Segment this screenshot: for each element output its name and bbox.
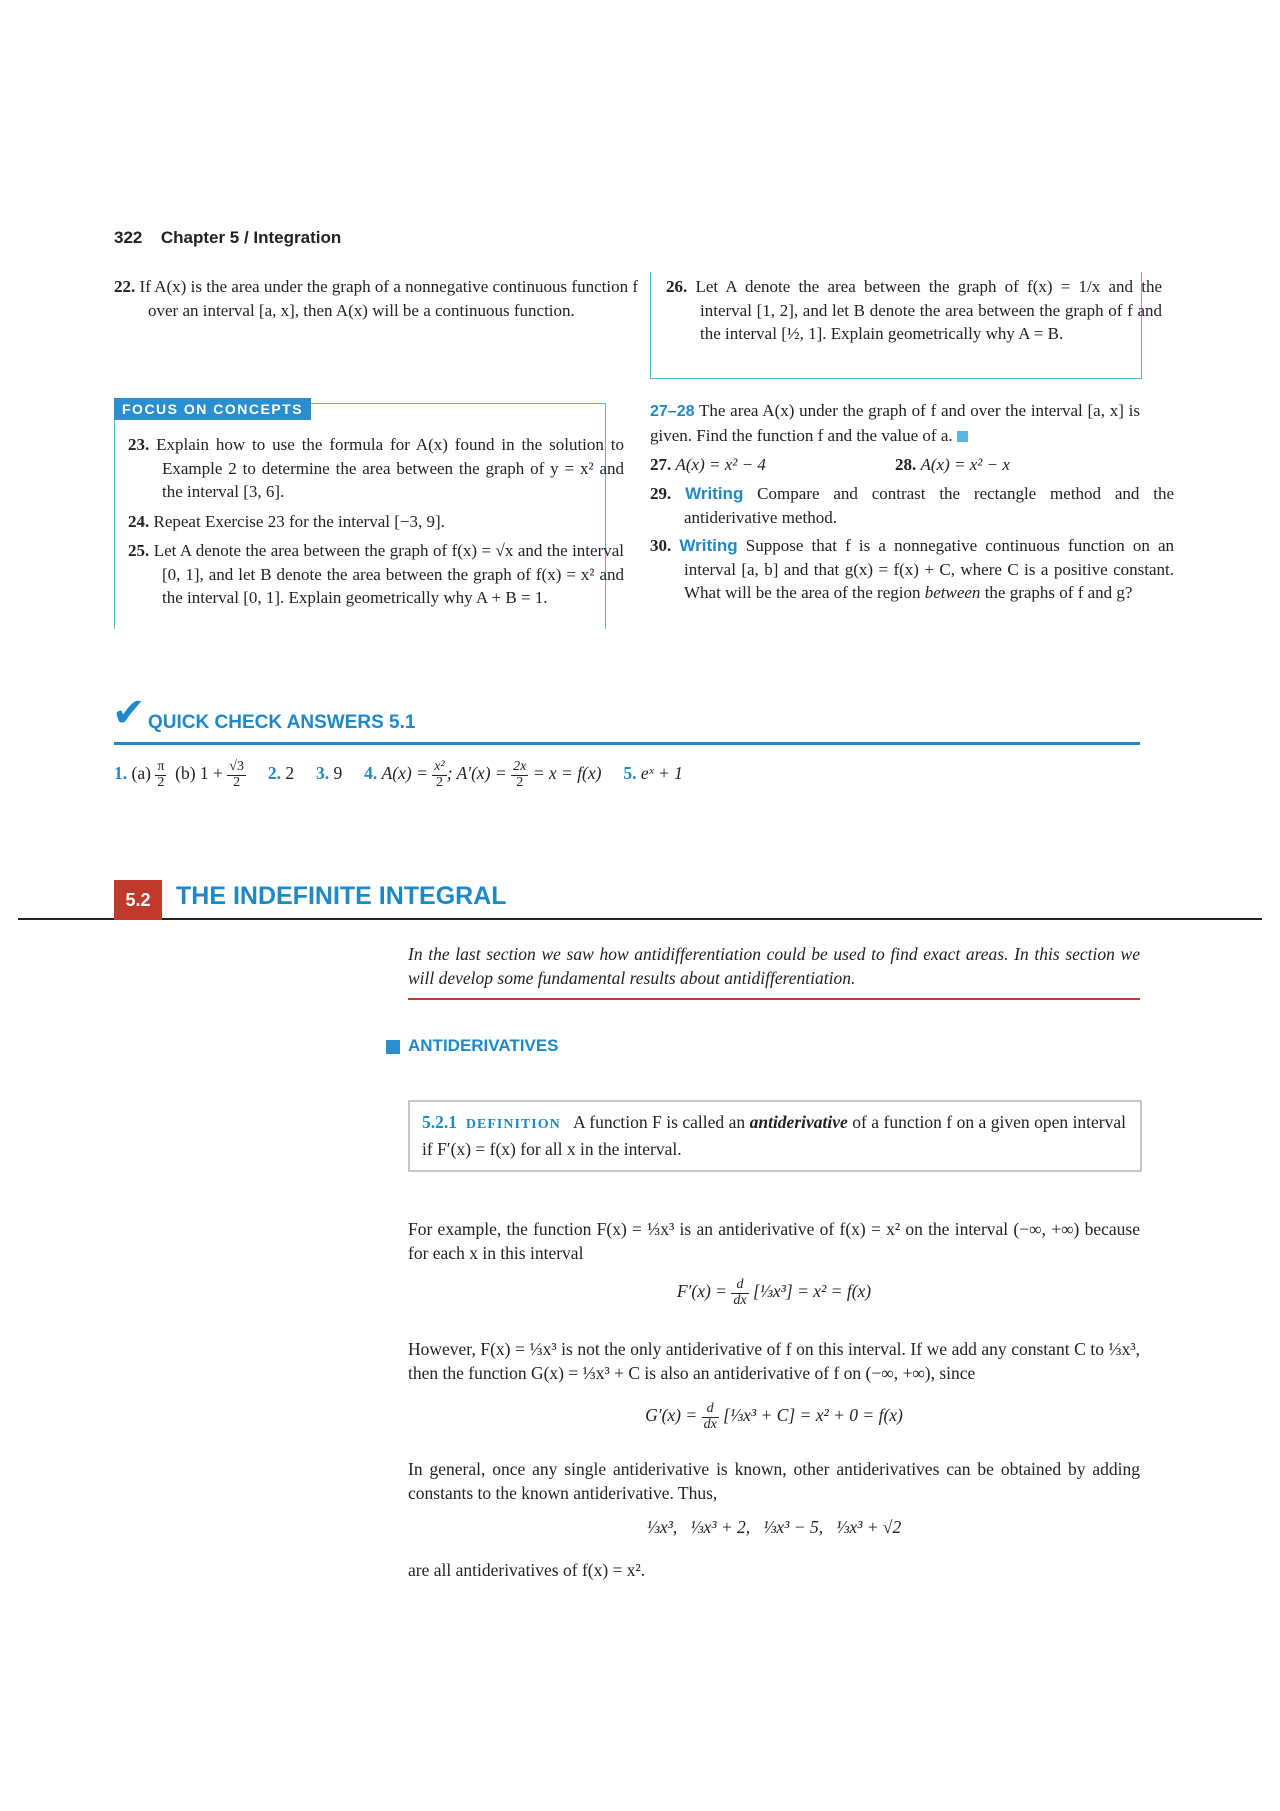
- chapter-title: Chapter 5 / Integration: [160, 228, 342, 247]
- section-number: 5.2: [114, 880, 162, 920]
- paragraph-3: In general, once any single antiderivative is known, other antiderivatives can be obtained by adding constants to the known antiderivative. Thus,: [408, 1459, 1140, 1503]
- focus-label: FOCUS ON CONCEPTS: [114, 398, 311, 420]
- section-rule: [18, 918, 1262, 920]
- subsection-title: ANTIDERIVATIVES: [408, 1036, 559, 1055]
- exercise-26: 26. Let A denote the area between the graph of f(x) = 1/x and the interval [1, 2], and let B denote the area between the graph of f and the interval [½, 1]. Explain geometrically why A = B.: [666, 277, 1162, 343]
- exercise-28: 28. A(x) = x² − x: [895, 455, 1010, 474]
- equation-3: ⅓x³, ⅓x³ + 2, ⅓x³ − 5, ⅓x³ + √2: [646, 1517, 902, 1537]
- section-intro: In the last section we saw how antidifferentiation could be used to find exact areas. In this section we will develop some fundamental results about antidifferentiation.: [408, 944, 1140, 988]
- definition-text: 5.2.1 DEFINITION A function F is called an antiderivative of a function f on a given open interval if F′(x) = f(x) for all x in the interval.: [422, 1112, 1127, 1159]
- exercise-22: 22. If A(x) is the area under the graph of a nonnegative continuous function f over an interval [a, x], then A(x) will be a continuous function.: [114, 277, 639, 320]
- subsection-marker-icon: [386, 1040, 400, 1054]
- end-marker-icon: [957, 431, 968, 442]
- exercise-27: 27. A(x) = x² − 4: [650, 455, 766, 474]
- intro-rule: [408, 998, 1140, 1000]
- paragraph-1: For example, the function F(x) = ⅓x³ is an antiderivative of f(x) = x² on the interval (−∞, +∞) because for each x in this interval: [408, 1219, 1140, 1263]
- page-number: 322: [114, 228, 143, 247]
- checkmark-icon: ✔: [112, 690, 146, 735]
- equation-1: F′(x) = $\frac{d}{dx}$ [⅓x³] = x² = f(x): [676, 1277, 872, 1308]
- equation-2: G′(x) = $\frac{d}{dx}$ [⅓x³ + C] = x² + 0 = f(x): [645, 1401, 903, 1432]
- paragraph-4: are all antiderivatives of f(x) = x².: [408, 1560, 646, 1580]
- exercise-25: 25. Let A denote the area between the graph of f(x) = √x and the interval [0, 1], and let B denote the area between the graph of f(x) = x² and the interval [0, 1]. Explain geometrically why A + B = 1.: [128, 541, 625, 607]
- quick-check-answers: 1. (a) $\frac{\pi}{2}$ (b) 1 + $\frac{√3}{2}$ 2. 2 3. 9 4. A(x) = $\frac{\text{x²}}{2}$ ; A′(x) = $\frac{2x}{2}$ = x = f(x) 5. eˣ + 1: [114, 759, 683, 790]
- quick-check-title: QUICK CHECK ANSWERS 5.1: [148, 712, 416, 733]
- page-header: [114, 228, 341, 248]
- exercise-30: 30. Writing Suppose that f is a nonnegative continuous function on an interval [a, b] and that g(x) = f(x) + C, where C is a positive constant. What will be the area of the region between the graphs of f and g?: [650, 536, 1175, 602]
- exercise-27-28-intro: 27–28 The area A(x) under the graph of f and over the interval [a, x] is given. Find the function f and the value of a.: [650, 401, 1140, 445]
- exercise-24: 24. Repeat Exercise 23 for the interval [−3, 9].: [128, 512, 445, 531]
- paragraph-2: However, F(x) = ⅓x³ is not the only antiderivative of f on this interval. If we add any constant C to ⅓x³, then the function G(x) = ⅓x³ + C is also an antiderivative of f on (−∞, +∞), since: [408, 1339, 1140, 1383]
- quick-check-rule: [114, 742, 1140, 745]
- section-title: THE INDEFINITE INTEGRAL: [176, 882, 507, 910]
- exercise-29: 29. Writing Compare and contrast the rectangle method and the antiderivative method.: [650, 484, 1175, 527]
- exercise-23: 23. Explain how to use the formula for A(x) found in the solution to Example 2 to determine the area between the graph of y = x² and the interval [3, 6].: [128, 435, 625, 501]
